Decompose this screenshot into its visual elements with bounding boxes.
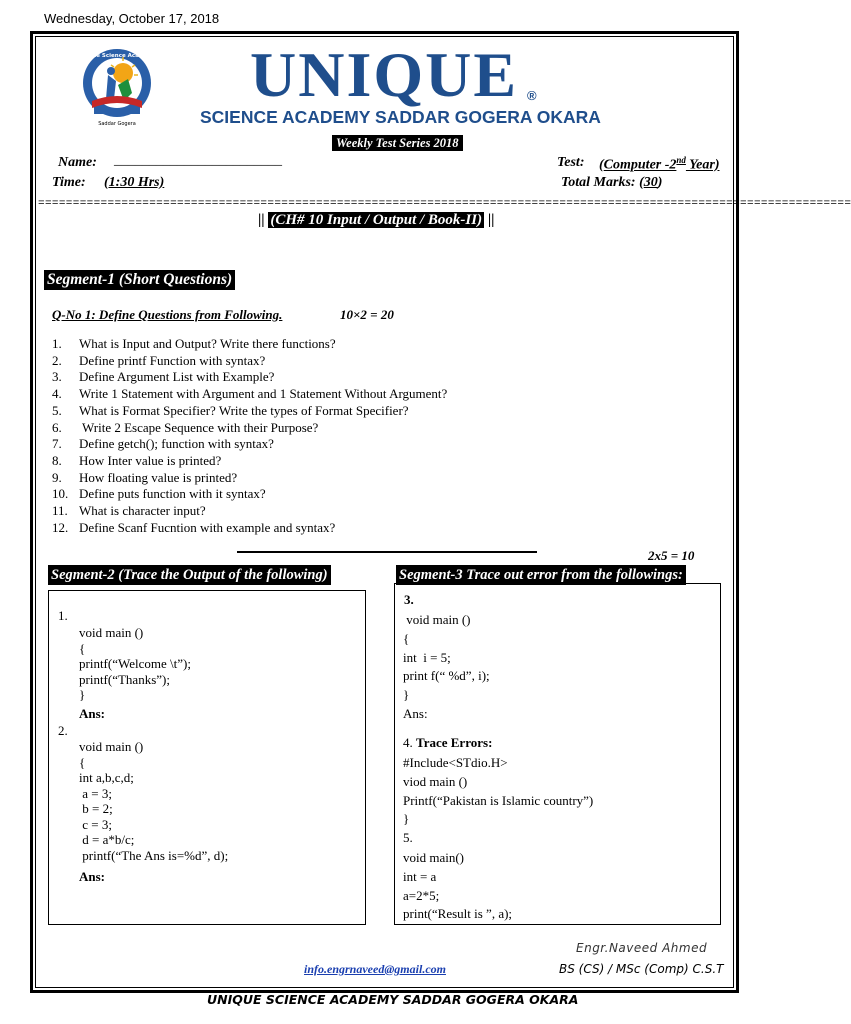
code-line: int a,b,c,d; xyxy=(79,770,134,785)
code-line: viod main () xyxy=(403,773,468,789)
question-number: 3. xyxy=(52,369,62,385)
question-text: How Inter value is printed? xyxy=(79,452,222,468)
question-number: 9. xyxy=(52,469,62,485)
registered-mark: ® xyxy=(527,88,537,103)
question-text: What is Input and Output? Write there functions? xyxy=(79,336,336,351)
segment2-box xyxy=(48,590,366,925)
code-line: printf(“Welcome \t”); xyxy=(79,656,191,671)
time-value: (1:30 Hrs) xyxy=(104,175,165,190)
question-item xyxy=(52,420,447,437)
segment3-title: Segment-3 Trace out error from the followings: xyxy=(396,565,686,585)
q5-number: 5. xyxy=(403,830,413,845)
question-item xyxy=(52,369,447,386)
question-text: Define getch(); function with syntax? xyxy=(79,436,274,452)
q2-answer: Ans: xyxy=(79,869,106,884)
total-marks xyxy=(561,175,662,191)
question-number: 7. xyxy=(52,436,62,452)
question-number: 4. xyxy=(52,386,62,402)
name-blank-line: ________________________ xyxy=(114,153,282,168)
question-number: 2. xyxy=(52,352,62,368)
segment3-box xyxy=(394,583,721,925)
question-text: Write 2 Escape Sequence with their Purpose? xyxy=(79,419,319,435)
question-number: 6. xyxy=(52,419,62,435)
question-item xyxy=(52,353,447,370)
q3-code xyxy=(403,611,490,724)
total-marks-close: ) xyxy=(657,175,663,190)
test-subject-close: Year) xyxy=(685,157,720,173)
total-marks-value: 30 xyxy=(643,175,658,190)
test-series-banner: Weekly Test Series 2018 xyxy=(332,135,463,151)
q4-number: 4. xyxy=(403,735,413,750)
chapter-bar-left: || xyxy=(258,212,265,228)
code-line: { xyxy=(79,640,86,656)
question-text: Define puts function with it syntax? xyxy=(79,486,266,502)
question-text: Define Scanf Fucntion with example and syntax? xyxy=(79,519,336,535)
code-line: } xyxy=(79,687,86,702)
question-item xyxy=(52,336,447,353)
code-line: print(“Result is ”, a); xyxy=(403,906,513,922)
code-line: print f(“ %d”, i); xyxy=(403,668,490,684)
date-header: Wednesday, October 17, 2018 xyxy=(44,11,220,26)
author-degree: BS (CS) / MSc (Comp) C.S.T xyxy=(559,962,724,976)
question-item xyxy=(52,486,447,503)
code-line: Printf(“Pakistan is Islamic country”) xyxy=(403,792,594,808)
code-line: printf(“Thanks”); xyxy=(79,671,170,687)
q1-marks: 10×2 = 20 xyxy=(340,307,394,322)
code-line: c = 3; xyxy=(79,816,112,832)
test-open-paren: ( xyxy=(599,157,604,173)
total-marks-label: Total Marks: xyxy=(561,175,636,190)
chapter-heading xyxy=(258,212,494,229)
code-line: a=2*5; xyxy=(403,887,440,903)
academy-subtitle: SCIENCE ACADEMY SADDAR GOGERA OKARA xyxy=(200,107,601,127)
segment2-title: Segment-2 (Trace the Output of the following) xyxy=(48,565,331,585)
contact-email-link[interactable]: info.engrnaveed@gmail.com xyxy=(304,962,446,976)
question-list xyxy=(52,336,447,536)
q4-code xyxy=(403,754,593,829)
question-number: 8. xyxy=(52,452,62,468)
code-line: } xyxy=(403,811,410,827)
segment1-title: Segment-1 (Short Questions) xyxy=(44,270,235,290)
q2-code xyxy=(79,739,228,863)
question-item xyxy=(52,436,447,453)
question-text: Define printf Function with syntax? xyxy=(79,352,266,368)
section-divider xyxy=(237,551,537,553)
time-label: Time: xyxy=(52,175,86,190)
question-number: 10. xyxy=(52,486,69,502)
question-item xyxy=(52,520,447,537)
code-line: int = a xyxy=(403,868,437,884)
question-text: What is Format Specifier? Write the types of Format Specifier? xyxy=(79,402,409,418)
question-text: What is character input? xyxy=(79,503,206,519)
code-line: b = 2; xyxy=(79,801,113,816)
code-line: d = a*b/c; xyxy=(79,832,135,847)
separator-line: ===================================================================================================================== xyxy=(38,198,851,210)
question-number: 11. xyxy=(52,503,68,519)
logo-caption: Saddar Gogera xyxy=(98,121,136,127)
code-line: #Include<STdio.H> xyxy=(403,755,508,770)
q5-code xyxy=(403,849,512,924)
question-text: How floating value is printed? xyxy=(79,469,238,485)
code-line: void main() xyxy=(403,850,465,865)
q1-number: 1. xyxy=(58,608,68,623)
signature: Engr.Naveed Ahmed xyxy=(576,941,708,955)
code-line: printf(“The Ans is=%d”, d); xyxy=(79,847,229,863)
segment-marks: 2x5 = 10 xyxy=(648,548,695,563)
question-text: Write 1 Statement with Argument and 1 Statement Without Argument? xyxy=(79,386,448,402)
code-line: int i = 5; xyxy=(403,649,451,665)
academy-logo xyxy=(78,45,156,129)
footer-academy-name: UNIQUE SCIENCE ACADEMY SADDAR GOGERA OKARA xyxy=(207,992,579,1007)
q1-title: Q-No 1: Define Questions from Following. xyxy=(52,307,283,322)
test-subject-sup: nd xyxy=(676,155,686,165)
code-line: { xyxy=(79,754,86,770)
q1-code xyxy=(79,625,191,703)
chapter-title: (CH# 10 Input / Output / Book-II) xyxy=(270,212,483,228)
question-number: 12. xyxy=(52,519,69,535)
question-item xyxy=(52,386,447,403)
logo-ring-text: Unique Science Academy xyxy=(78,53,156,59)
chapter-bar-right: || xyxy=(487,212,495,228)
code-line: Ans: xyxy=(403,705,428,721)
question-text: Define Argument List with Example? xyxy=(79,369,275,385)
question-item xyxy=(52,403,447,420)
q3-number: 3. xyxy=(404,592,414,607)
q1-answer: Ans: xyxy=(79,706,106,721)
name-label: Name: xyxy=(58,155,97,170)
code-line: a = 3; xyxy=(79,785,112,801)
question-item xyxy=(52,503,447,520)
test-subject xyxy=(599,155,720,174)
code-line: { xyxy=(403,630,410,646)
code-line: void main () xyxy=(79,739,144,754)
question-number: 1. xyxy=(52,336,62,351)
code-line: void main () xyxy=(403,612,471,627)
question-number: 5. xyxy=(52,402,62,418)
code-line: } xyxy=(403,687,410,703)
test-label: Test: xyxy=(557,155,585,170)
q4-heading xyxy=(403,735,492,751)
brand-title: UNIQUE xyxy=(250,39,519,110)
question-item xyxy=(52,453,447,470)
q2-number: 2. xyxy=(58,723,68,738)
q4-label: Trace Errors: xyxy=(416,735,493,750)
test-subject-text: Computer -2 xyxy=(603,157,677,173)
question-item xyxy=(52,470,447,487)
total-marks-open: ( xyxy=(639,175,644,190)
code-line: void main () xyxy=(79,625,144,640)
